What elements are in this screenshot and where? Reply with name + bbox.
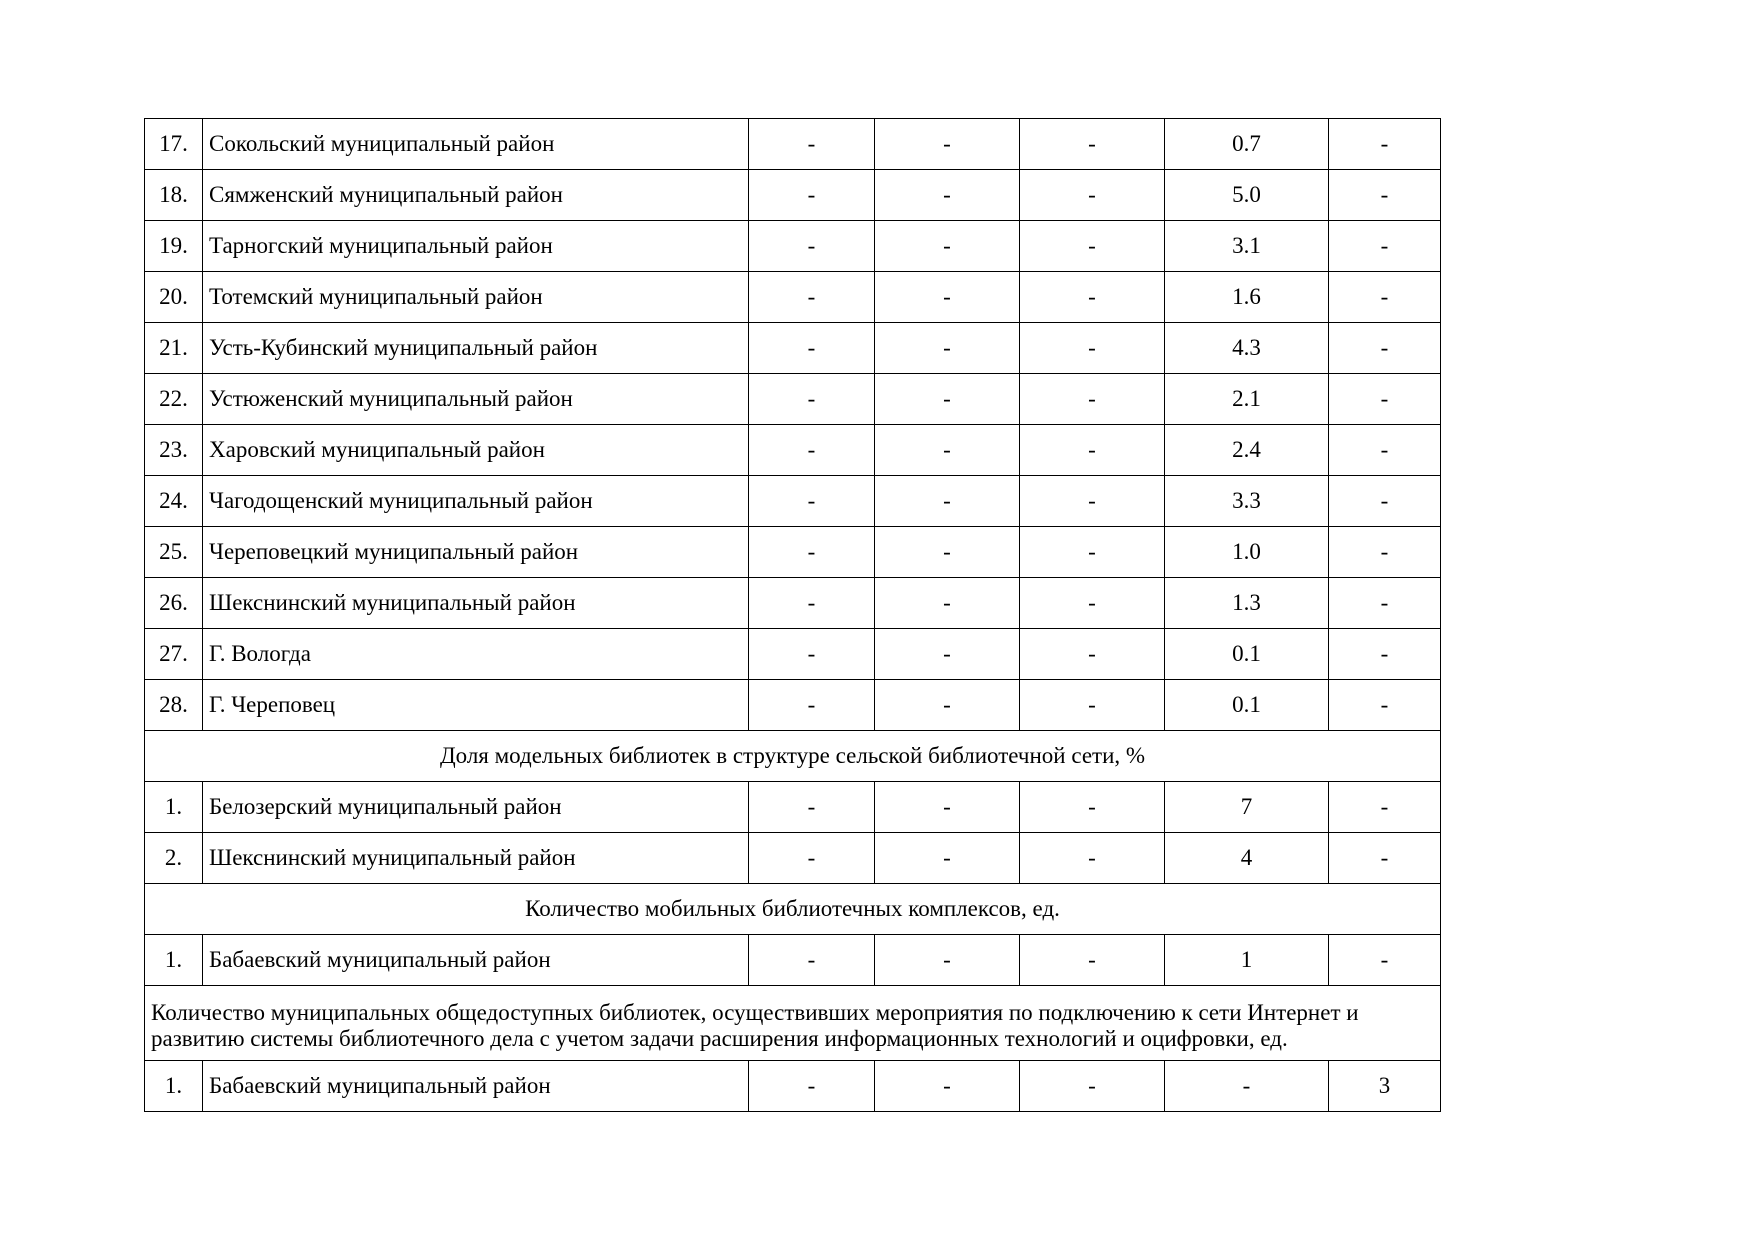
section-heading-row [145,731,1441,782]
table-row [145,119,1441,170]
value-cell-5: - [1329,680,1441,731]
value-cell-3: - [1020,119,1165,170]
value-cell-4: 1 [1165,935,1329,986]
row-number: 27. [145,629,203,680]
value-cell-1: - [749,629,875,680]
value-cell-4: 0.1 [1165,680,1329,731]
row-number: 22. [145,374,203,425]
value-cell-4: 7 [1165,782,1329,833]
table-row [145,782,1441,833]
value-cell-1: - [749,119,875,170]
value-cell-1: - [749,578,875,629]
district-name: Чагодощенский муниципальный район [203,476,749,527]
value-cell-4: 1.0 [1165,527,1329,578]
value-cell-2: - [875,578,1020,629]
district-name: Устюженский муниципальный район [203,374,749,425]
value-cell-5: - [1329,578,1441,629]
value-cell-3: - [1020,170,1165,221]
value-cell-2: - [875,527,1020,578]
row-number: 19. [145,221,203,272]
district-name: Череповецкий муниципальный район [203,527,749,578]
value-cell-3: - [1020,527,1165,578]
district-name: Тарногский муниципальный район [203,221,749,272]
table-row [145,323,1441,374]
value-cell-5: - [1329,629,1441,680]
value-cell-4: 1.3 [1165,578,1329,629]
data-table [144,118,1441,1112]
value-cell-2: - [875,425,1020,476]
row-number: 1. [145,782,203,833]
value-cell-4: 1.6 [1165,272,1329,323]
row-number: 20. [145,272,203,323]
value-cell-5: - [1329,782,1441,833]
value-cell-5: - [1329,119,1441,170]
row-number: 2. [145,833,203,884]
table-row [145,680,1441,731]
value-cell-3: - [1020,323,1165,374]
value-cell-1: - [749,323,875,374]
value-cell-5: - [1329,425,1441,476]
value-cell-1: - [749,221,875,272]
value-cell-5: - [1329,323,1441,374]
value-cell-3: - [1020,425,1165,476]
value-cell-1: - [749,272,875,323]
table-row [145,833,1441,884]
district-name: Шекснинский муниципальный район [203,833,749,884]
value-cell-1: - [749,782,875,833]
district-name: Бабаевский муниципальный район [203,1061,749,1112]
value-cell-5: - [1329,476,1441,527]
district-name: Харовский муниципальный район [203,425,749,476]
district-name: Сокольский муниципальный район [203,119,749,170]
table-row [145,425,1441,476]
row-number: 25. [145,527,203,578]
value-cell-4: 3.3 [1165,476,1329,527]
row-number: 23. [145,425,203,476]
value-cell-3: - [1020,680,1165,731]
value-cell-1: - [749,476,875,527]
value-cell-5: - [1329,374,1441,425]
row-number: 1. [145,1061,203,1112]
district-name: Усть-Кубинский муниципальный район [203,323,749,374]
value-cell-4: 4 [1165,833,1329,884]
value-cell-1: - [749,935,875,986]
value-cell-5: - [1329,833,1441,884]
district-name: Белозерский муниципальный район [203,782,749,833]
value-cell-5: 3 [1329,1061,1441,1112]
table-row [145,935,1441,986]
district-name: Бабаевский муниципальный район [203,935,749,986]
value-cell-4: 2.4 [1165,425,1329,476]
value-cell-5: - [1329,527,1441,578]
value-cell-4: 5.0 [1165,170,1329,221]
value-cell-2: - [875,833,1020,884]
section-heading-row [145,986,1441,1061]
value-cell-5: - [1329,170,1441,221]
value-cell-2: - [875,1061,1020,1112]
value-cell-3: - [1020,374,1165,425]
value-cell-3: - [1020,221,1165,272]
table-row [145,527,1441,578]
value-cell-2: - [875,221,1020,272]
district-name: Шекснинский муниципальный район [203,578,749,629]
value-cell-2: - [875,782,1020,833]
value-cell-5: - [1329,935,1441,986]
value-cell-2: - [875,629,1020,680]
value-cell-2: - [875,170,1020,221]
table-row [145,272,1441,323]
table-row [145,221,1441,272]
value-cell-5: - [1329,221,1441,272]
value-cell-2: - [875,119,1020,170]
value-cell-3: - [1020,476,1165,527]
row-number: 21. [145,323,203,374]
value-cell-3: - [1020,272,1165,323]
value-cell-1: - [749,833,875,884]
table-row [145,170,1441,221]
value-cell-3: - [1020,833,1165,884]
district-name: Сямженский муниципальный район [203,170,749,221]
table-row [145,476,1441,527]
value-cell-2: - [875,272,1020,323]
value-cell-4: 0.1 [1165,629,1329,680]
value-cell-2: - [875,680,1020,731]
table-row [145,1061,1441,1112]
district-name: Г. Череповец [203,680,749,731]
row-number: 26. [145,578,203,629]
table-body [145,119,1441,1112]
value-cell-4: 3.1 [1165,221,1329,272]
value-cell-2: - [875,476,1020,527]
row-number: 1. [145,935,203,986]
section-heading: Доля модельных библиотек в структуре сельской библиотечной сети, % [145,731,1441,782]
section-heading-row [145,884,1441,935]
value-cell-3: - [1020,782,1165,833]
table-row [145,578,1441,629]
value-cell-2: - [875,323,1020,374]
row-number: 18. [145,170,203,221]
row-number: 17. [145,119,203,170]
section-heading: Количество мобильных библиотечных комплексов, ед. [145,884,1441,935]
table-row [145,629,1441,680]
value-cell-4: 0.7 [1165,119,1329,170]
value-cell-4: 4.3 [1165,323,1329,374]
value-cell-3: - [1020,1061,1165,1112]
value-cell-2: - [875,374,1020,425]
value-cell-1: - [749,527,875,578]
value-cell-1: - [749,680,875,731]
value-cell-4: - [1165,1061,1329,1112]
value-cell-4: 2.1 [1165,374,1329,425]
value-cell-3: - [1020,629,1165,680]
value-cell-3: - [1020,578,1165,629]
value-cell-2: - [875,935,1020,986]
district-name: Г. Вологда [203,629,749,680]
row-number: 28. [145,680,203,731]
value-cell-1: - [749,170,875,221]
value-cell-1: - [749,425,875,476]
section-heading: Количество муниципальных общедоступных библиотек, осуществивших мероприятия по подключению к сети Интернет и развитию системы библиотечного дела с учетом задачи расширения информационных технологий и оцифровки, ед. [145,986,1441,1061]
value-cell-1: - [749,1061,875,1112]
table-row [145,374,1441,425]
value-cell-5: - [1329,272,1441,323]
district-name: Тотемский муниципальный район [203,272,749,323]
value-cell-3: - [1020,935,1165,986]
value-cell-1: - [749,374,875,425]
row-number: 24. [145,476,203,527]
